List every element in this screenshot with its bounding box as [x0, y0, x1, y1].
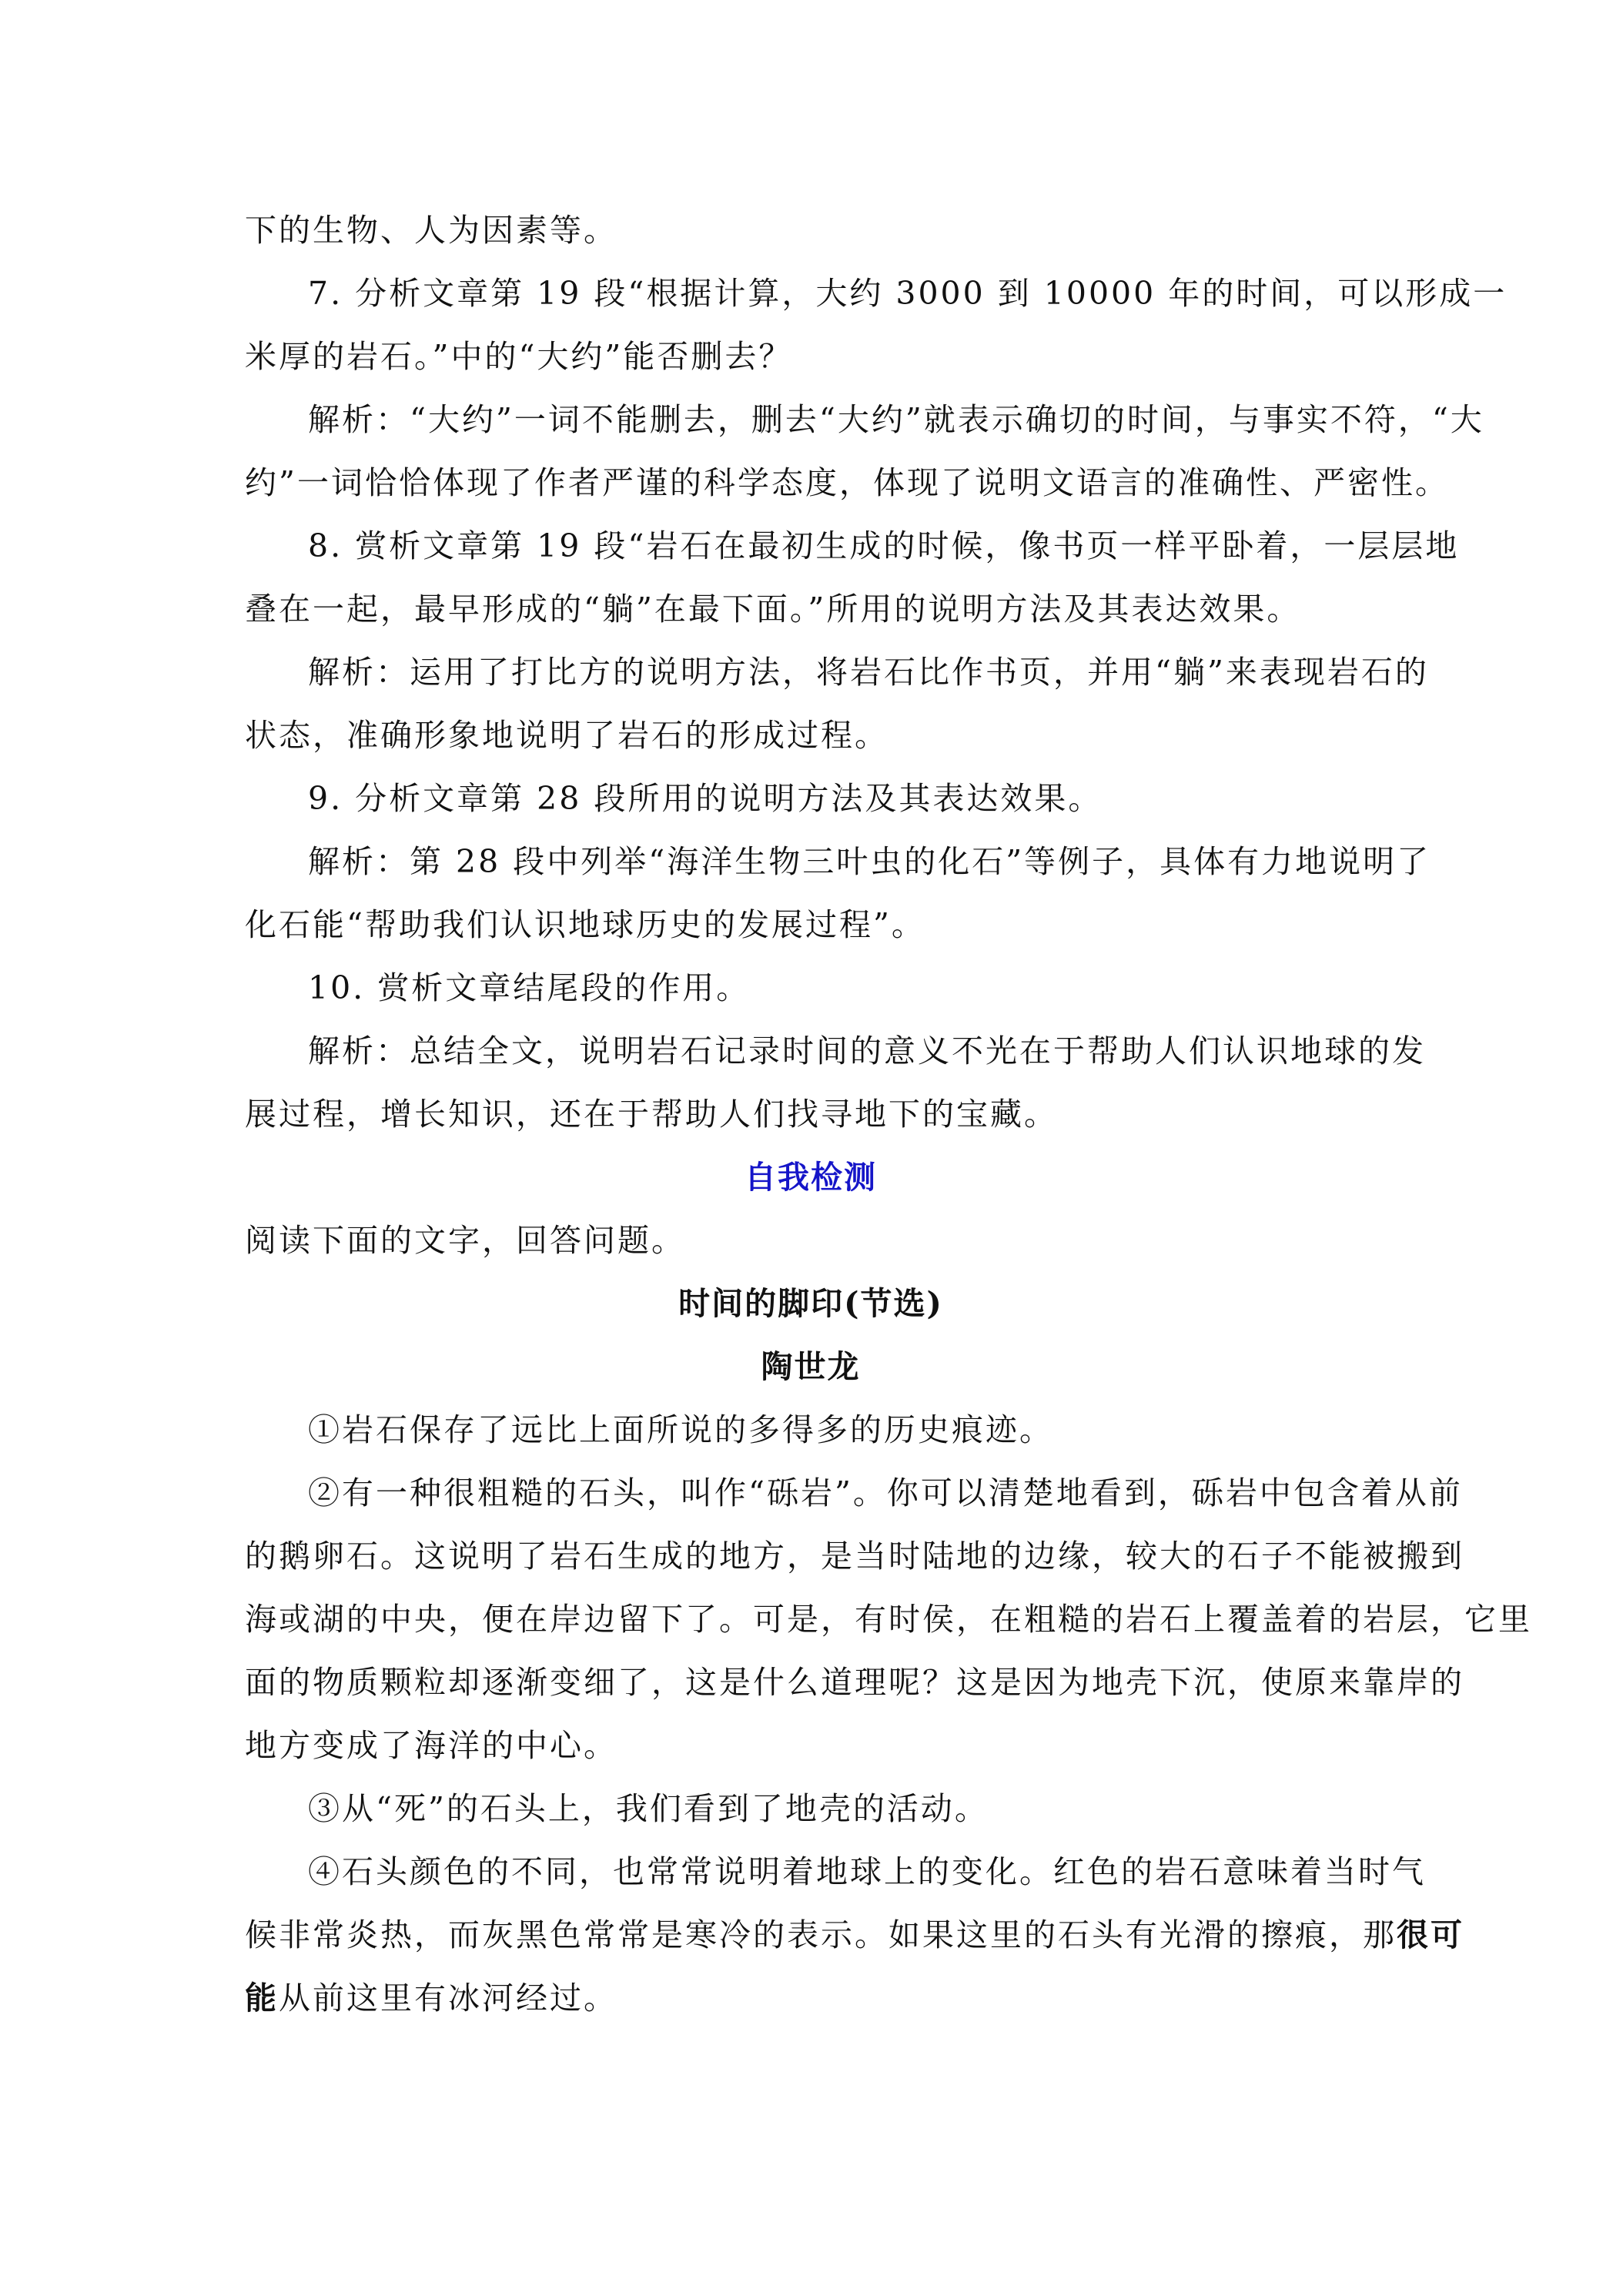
paragraph-line: 米厚的岩石。”中的“大约”能否删去？	[245, 338, 793, 375]
article-title: 时间的脚印(节选)	[678, 1285, 943, 1322]
question-8: 8. 赏析文章第 19 段“岩石在最初生成的时候，像书页一样平卧着，一层层地	[308, 527, 1460, 564]
paragraph-line: 约”一词恰恰体现了作者严谨的科学态度，体现了说明文语言的准确性、严密性。	[245, 464, 1449, 501]
line-text: 候非常炎热，而灰黑色常常是寒冷的表示。如果这里的石头有光滑的擦痕，那	[245, 1916, 1397, 1953]
article-paragraph-1: ①岩石保存了远比上面所说的多得多的历史痕迹。	[308, 1411, 1053, 1448]
paragraph-line: 状态，准确形象地说明了岩石的形成过程。	[245, 717, 888, 754]
paragraph-line: 地方变成了海洋的中心。	[245, 1727, 617, 1764]
reading-instruction: 阅读下面的文字，回答问题。	[245, 1222, 685, 1259]
paragraph-line	[245, 1966, 1377, 2030]
question-7: 7. 分析文章第 19 段“根据计算，大约 3000 到 10000 年的时间，可以形成一	[308, 275, 1508, 312]
paragraph-line	[245, 1903, 1464, 1966]
paragraph-line: 面的物质颗粒却逐渐变细了，这是什么道理呢？这是因为地壳下沉，使原来靠岸的	[245, 1664, 1464, 1701]
emphasis-text: 很可	[1397, 1916, 1464, 1953]
article-paragraph-4: ④石头颜色的不同，也常常说明着地球上的变化。红色的岩石意味着当时气	[308, 1853, 1426, 1890]
answer-9: 解析：第 28 段中列举“海洋生物三叶虫的化石”等例子，具体有力地说明了	[308, 843, 1431, 880]
line-text: 从前这里有冰河经过。	[279, 1980, 617, 2017]
article-author: 陶世龙	[761, 1348, 861, 1385]
emphasis-text: 能	[245, 1980, 279, 2017]
paragraph-line: 下的生物、人为因素等。	[245, 212, 617, 249]
section-title: 自我检测	[745, 1159, 877, 1196]
paragraph-line: 海或湖的中央，便在岸边留下了。可是，有时侯，在粗糙的岩石上覆盖着的岩层，它里	[245, 1601, 1532, 1638]
question-9: 9. 分析文章第 28 段所用的说明方法及其表达效果。	[308, 780, 1103, 817]
answer-10: 解析：总结全文，说明岩石记录时间的意义不光在于帮助人们认识地球的发	[308, 1033, 1426, 1069]
paragraph-line: 展过程，增长知识，还在于帮助人们找寻地下的宝藏。	[245, 1096, 1058, 1133]
question-10: 10. 赏析文章结尾段的作用。	[308, 969, 751, 1006]
paragraph-line: 叠在一起，最早形成的“躺”在最下面。”所用的说明方法及其表达效果。	[245, 591, 1301, 628]
article-paragraph-2: ②有一种很粗糙的石头，叫作“砾岩”。你可以清楚地看到，砾岩中包含着从前	[308, 1474, 1463, 1511]
article-paragraph-3: ③从“死”的石头上，我们看到了地壳的活动。	[308, 1790, 989, 1827]
answer-7: 解析：“大约”一词不能删去，删去“大约”就表示确切的时间，与事实不符，“大	[308, 401, 1484, 438]
paragraph-line: 的鹅卵石。这说明了岩石生成的地方，是当时陆地的边缘，较大的石子不能被搬到	[245, 1538, 1464, 1575]
document-body	[245, 199, 1532, 2030]
paragraph-line: 化石能“帮助我们认识地球历史的发展过程”。	[245, 906, 925, 943]
answer-8: 解析：运用了打比方的说明方法，将岩石比作书页，并用“躺”来表现岩石的	[308, 654, 1429, 691]
